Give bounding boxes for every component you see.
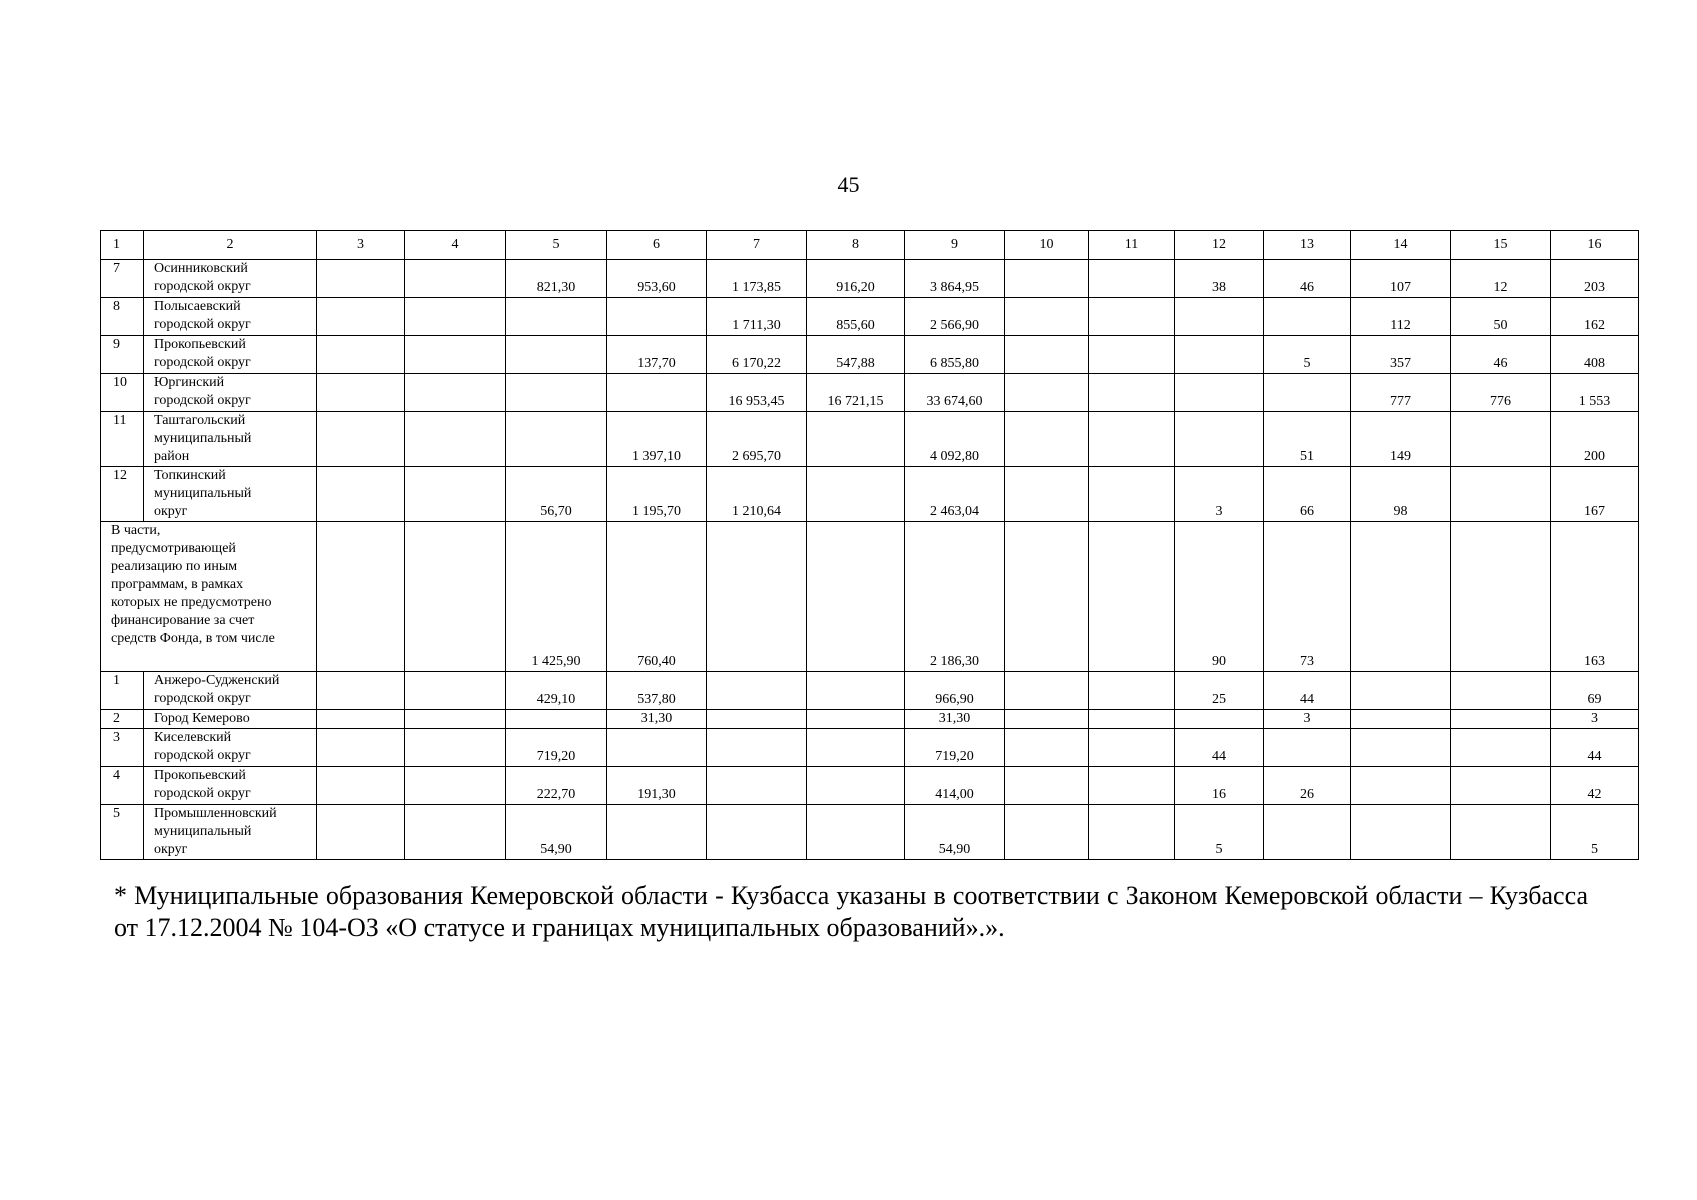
value-cell-c7: [707, 805, 807, 860]
value-cell-c12: 5: [1175, 805, 1264, 860]
value-cell-c16: 163: [1551, 522, 1639, 672]
value-cell-c8: [807, 805, 905, 860]
value-cell-c14: [1351, 767, 1451, 805]
value-cell-c4: [405, 710, 506, 729]
table-row: [101, 412, 1639, 467]
value-cell-c10: [1005, 412, 1089, 467]
column-number-cell: 16: [1551, 231, 1639, 260]
value-cell-c13: [1264, 729, 1351, 767]
page-number: 45: [837, 172, 860, 197]
value-cell-c8: [807, 672, 905, 710]
municipality-name: [144, 298, 317, 336]
value-cell-c5: 54,90: [506, 805, 607, 860]
value-cell-c9: 414,00: [905, 767, 1005, 805]
value-cell-c11: [1089, 412, 1175, 467]
column-number-cell: 6: [607, 231, 707, 260]
value-cell-c4: [405, 805, 506, 860]
column-number-cell: 4: [405, 231, 506, 260]
value-cell-c3: [317, 805, 405, 860]
table-row: [101, 260, 1639, 298]
value-cell-c5: [506, 412, 607, 467]
value-cell-c10: [1005, 767, 1089, 805]
value-cell-c9: 2 463,04: [905, 467, 1005, 522]
value-cell-c16: 3: [1551, 710, 1639, 729]
column-number-row: [101, 231, 1639, 260]
value-cell-c16: 162: [1551, 298, 1639, 336]
value-cell-c7: [707, 672, 807, 710]
value-cell-c10: [1005, 260, 1089, 298]
row-number: 2: [101, 710, 144, 729]
municipality-name: [144, 805, 317, 860]
municipality-name: [144, 672, 317, 710]
municipality-name: [144, 767, 317, 805]
value-cell-c11: [1089, 336, 1175, 374]
value-cell-c4: [405, 374, 506, 412]
value-cell-c3: [317, 336, 405, 374]
table-row: [101, 336, 1639, 374]
value-cell-c8: 916,20: [807, 260, 905, 298]
value-cell-c13: 73: [1264, 522, 1351, 672]
value-cell-c10: [1005, 805, 1089, 860]
value-cell-c12: [1175, 710, 1264, 729]
value-cell-c15: [1451, 522, 1551, 672]
value-cell-c15: 12: [1451, 260, 1551, 298]
value-cell-c3: [317, 767, 405, 805]
value-cell-c9: 6 855,80: [905, 336, 1005, 374]
municipality-name: [144, 336, 317, 374]
value-cell-c6: [607, 298, 707, 336]
value-cell-c12: [1175, 298, 1264, 336]
value-cell-c6: [607, 805, 707, 860]
value-cell-c6: [607, 729, 707, 767]
value-cell-c8: [807, 467, 905, 522]
value-cell-c3: [317, 710, 405, 729]
value-cell-c4: [405, 336, 506, 374]
row-number: 12: [101, 467, 144, 522]
value-cell-c5: 429,10: [506, 672, 607, 710]
value-cell-c3: [317, 298, 405, 336]
value-cell-c13: 26: [1264, 767, 1351, 805]
column-number-cell: 1: [101, 231, 144, 260]
table-body: [101, 231, 1639, 860]
value-cell-c6: 1 195,70: [607, 467, 707, 522]
column-number-cell: 10: [1005, 231, 1089, 260]
value-cell-c6: 537,80: [607, 672, 707, 710]
value-cell-c13: [1264, 298, 1351, 336]
column-number-cell: 13: [1264, 231, 1351, 260]
value-cell-c14: 149: [1351, 412, 1451, 467]
column-number-cell: 11: [1089, 231, 1175, 260]
value-cell-c13: [1264, 805, 1351, 860]
row-number: 8: [101, 298, 144, 336]
value-cell-c8: [807, 767, 905, 805]
table-row: [101, 522, 1639, 672]
municipality-name-text: Осинниковский городской округ: [154, 261, 251, 294]
column-number-cell: 7: [707, 231, 807, 260]
value-cell-c3: [317, 412, 405, 467]
column-number-cell: 8: [807, 231, 905, 260]
value-cell-c5: [506, 710, 607, 729]
value-cell-c7: 1 173,85: [707, 260, 807, 298]
value-cell-c7: 6 170,22: [707, 336, 807, 374]
value-cell-c6: 953,60: [607, 260, 707, 298]
value-cell-c12: 38: [1175, 260, 1264, 298]
value-cell-c11: [1089, 298, 1175, 336]
value-cell-c9: 33 674,60: [905, 374, 1005, 412]
value-cell-c11: [1089, 805, 1175, 860]
value-cell-c10: [1005, 672, 1089, 710]
row-number: 11: [101, 412, 144, 467]
value-cell-c12: 3: [1175, 467, 1264, 522]
value-cell-c5: 1 425,90: [506, 522, 607, 672]
value-cell-c16: 167: [1551, 467, 1639, 522]
municipality-name-text: Полысаевский городской округ: [154, 299, 251, 332]
value-cell-c15: 776: [1451, 374, 1551, 412]
value-cell-c12: 25: [1175, 672, 1264, 710]
value-cell-c6: 191,30: [607, 767, 707, 805]
value-cell-c16: 44: [1551, 729, 1639, 767]
value-cell-c13: 51: [1264, 412, 1351, 467]
value-cell-c4: [405, 260, 506, 298]
value-cell-c7: 1 711,30: [707, 298, 807, 336]
value-cell-c15: [1451, 467, 1551, 522]
value-cell-c5: [506, 374, 607, 412]
value-cell-c14: [1351, 729, 1451, 767]
value-cell-c16: 203: [1551, 260, 1639, 298]
table-row: [101, 467, 1639, 522]
value-cell-c13: 44: [1264, 672, 1351, 710]
value-cell-c8: [807, 412, 905, 467]
value-cell-c15: [1451, 710, 1551, 729]
value-cell-c10: [1005, 336, 1089, 374]
column-number-cell: 12: [1175, 231, 1264, 260]
value-cell-c12: 44: [1175, 729, 1264, 767]
value-cell-c11: [1089, 767, 1175, 805]
municipality-name-text: Киселевский городской округ: [154, 730, 251, 763]
municipality-name-text: Промышленновский муниципальный округ: [154, 806, 277, 857]
value-cell-c5: 222,70: [506, 767, 607, 805]
value-cell-c13: 46: [1264, 260, 1351, 298]
value-cell-c14: 98: [1351, 467, 1451, 522]
value-cell-c10: [1005, 729, 1089, 767]
table-row: [101, 729, 1639, 767]
table-row: [101, 374, 1639, 412]
value-cell-c6: 31,30: [607, 710, 707, 729]
value-cell-c14: [1351, 672, 1451, 710]
value-cell-c5: 821,30: [506, 260, 607, 298]
value-cell-c4: [405, 729, 506, 767]
value-cell-c11: [1089, 374, 1175, 412]
value-cell-c15: 46: [1451, 336, 1551, 374]
column-number-cell: 5: [506, 231, 607, 260]
value-cell-c11: [1089, 467, 1175, 522]
value-cell-c11: [1089, 522, 1175, 672]
value-cell-c14: 357: [1351, 336, 1451, 374]
column-number-cell: 15: [1451, 231, 1551, 260]
value-cell-c16: 1 553: [1551, 374, 1639, 412]
value-cell-c7: 2 695,70: [707, 412, 807, 467]
value-cell-c15: [1451, 412, 1551, 467]
value-cell-c4: [405, 522, 506, 672]
value-cell-c13: 5: [1264, 336, 1351, 374]
municipality-name: [144, 729, 317, 767]
value-cell-c11: [1089, 710, 1175, 729]
row-number: 9: [101, 336, 144, 374]
value-cell-c4: [405, 467, 506, 522]
value-cell-c11: [1089, 260, 1175, 298]
value-cell-c8: 16 721,15: [807, 374, 905, 412]
municipality-name-text: Анжеро-Судженский городской округ: [154, 673, 280, 706]
row-number: 5: [101, 805, 144, 860]
value-cell-c15: [1451, 805, 1551, 860]
value-cell-c7: [707, 729, 807, 767]
value-cell-c6: 760,40: [607, 522, 707, 672]
value-cell-c12: [1175, 336, 1264, 374]
column-number-cell: 14: [1351, 231, 1451, 260]
municipality-name: [144, 260, 317, 298]
value-cell-c5: 56,70: [506, 467, 607, 522]
value-cell-c9: 3 864,95: [905, 260, 1005, 298]
value-cell-c6: [607, 374, 707, 412]
row-number: 1: [101, 672, 144, 710]
value-cell-c14: 777: [1351, 374, 1451, 412]
table-row: [101, 298, 1639, 336]
value-cell-c7: 1 210,64: [707, 467, 807, 522]
value-cell-c8: [807, 710, 905, 729]
subtotal-label-text: В части, предусмотривающей реализацию по иным программам, в рамках которых не предусмотрено финансирование за счет средств Фонда, в том числе: [111, 523, 275, 646]
value-cell-c4: [405, 412, 506, 467]
value-cell-c8: [807, 522, 905, 672]
table-row: [101, 672, 1639, 710]
value-cell-c12: [1175, 412, 1264, 467]
table-row: [101, 710, 1639, 729]
value-cell-c15: [1451, 672, 1551, 710]
value-cell-c7: [707, 710, 807, 729]
table-row: [101, 767, 1639, 805]
value-cell-c3: [317, 467, 405, 522]
value-cell-c10: [1005, 522, 1089, 672]
value-cell-c10: [1005, 374, 1089, 412]
value-cell-c9: 966,90: [905, 672, 1005, 710]
municipality-name: [144, 412, 317, 467]
municipality-name-text: Прокопьевский городской округ: [154, 337, 251, 370]
municipality-name: [144, 467, 317, 522]
value-cell-c8: 547,88: [807, 336, 905, 374]
value-cell-c4: [405, 767, 506, 805]
row-number: 7: [101, 260, 144, 298]
value-cell-c9: 4 092,80: [905, 412, 1005, 467]
column-number-cell: 3: [317, 231, 405, 260]
municipality-name-text: Таштагольский муниципальный район: [154, 413, 252, 464]
table-row: [101, 805, 1639, 860]
value-cell-c14: [1351, 522, 1451, 672]
value-cell-c3: [317, 729, 405, 767]
value-cell-c5: [506, 298, 607, 336]
value-cell-c16: 200: [1551, 412, 1639, 467]
municipality-name-text: Юргинский городской округ: [154, 375, 251, 408]
column-number-cell: 9: [905, 231, 1005, 260]
value-cell-c7: [707, 522, 807, 672]
value-cell-c9: 54,90: [905, 805, 1005, 860]
value-cell-c7: [707, 767, 807, 805]
row-number: 4: [101, 767, 144, 805]
value-cell-c14: [1351, 710, 1451, 729]
row-number: 3: [101, 729, 144, 767]
value-cell-c12: 90: [1175, 522, 1264, 672]
footnote: * Муниципальные образования Кемеровской области - Кузбасса указаны в соответствии с Законом Кемеровской области – Кузбасса от 17.12.2004 № 104-ОЗ «О статусе и границах муниципальных образований».».: [114, 881, 1588, 942]
value-cell-c15: [1451, 767, 1551, 805]
subtotal-label: [101, 522, 317, 672]
value-cell-c9: 2 186,30: [905, 522, 1005, 672]
row-number: 10: [101, 374, 144, 412]
value-cell-c3: [317, 672, 405, 710]
value-cell-c7: 16 953,45: [707, 374, 807, 412]
value-cell-c3: [317, 522, 405, 672]
municipality-name: [144, 710, 317, 729]
value-cell-c14: 107: [1351, 260, 1451, 298]
value-cell-c12: [1175, 374, 1264, 412]
value-cell-c10: [1005, 298, 1089, 336]
value-cell-c6: 137,70: [607, 336, 707, 374]
municipality-name-text: Топкинский муниципальный округ: [154, 468, 252, 519]
value-cell-c10: [1005, 710, 1089, 729]
value-cell-c14: 112: [1351, 298, 1451, 336]
value-cell-c13: 3: [1264, 710, 1351, 729]
value-cell-c3: [317, 374, 405, 412]
value-cell-c9: 31,30: [905, 710, 1005, 729]
value-cell-c3: [317, 260, 405, 298]
value-cell-c16: 42: [1551, 767, 1639, 805]
data-table: [100, 230, 1639, 860]
value-cell-c13: 66: [1264, 467, 1351, 522]
value-cell-c6: 1 397,10: [607, 412, 707, 467]
value-cell-c16: 5: [1551, 805, 1639, 860]
value-cell-c16: 408: [1551, 336, 1639, 374]
value-cell-c10: [1005, 467, 1089, 522]
value-cell-c5: [506, 336, 607, 374]
value-cell-c8: [807, 729, 905, 767]
value-cell-c9: 2 566,90: [905, 298, 1005, 336]
value-cell-c8: 855,60: [807, 298, 905, 336]
value-cell-c13: [1264, 374, 1351, 412]
value-cell-c15: [1451, 729, 1551, 767]
value-cell-c11: [1089, 672, 1175, 710]
value-cell-c4: [405, 672, 506, 710]
value-cell-c4: [405, 298, 506, 336]
value-cell-c11: [1089, 729, 1175, 767]
column-number-cell: 2: [144, 231, 317, 260]
municipality-name: [144, 374, 317, 412]
value-cell-c15: 50: [1451, 298, 1551, 336]
value-cell-c9: 719,20: [905, 729, 1005, 767]
municipality-name-text: Прокопьевский городской округ: [154, 768, 251, 801]
value-cell-c5: 719,20: [506, 729, 607, 767]
value-cell-c16: 69: [1551, 672, 1639, 710]
value-cell-c12: 16: [1175, 767, 1264, 805]
municipality-name-text: Город Кемерово: [154, 711, 250, 726]
value-cell-c14: [1351, 805, 1451, 860]
